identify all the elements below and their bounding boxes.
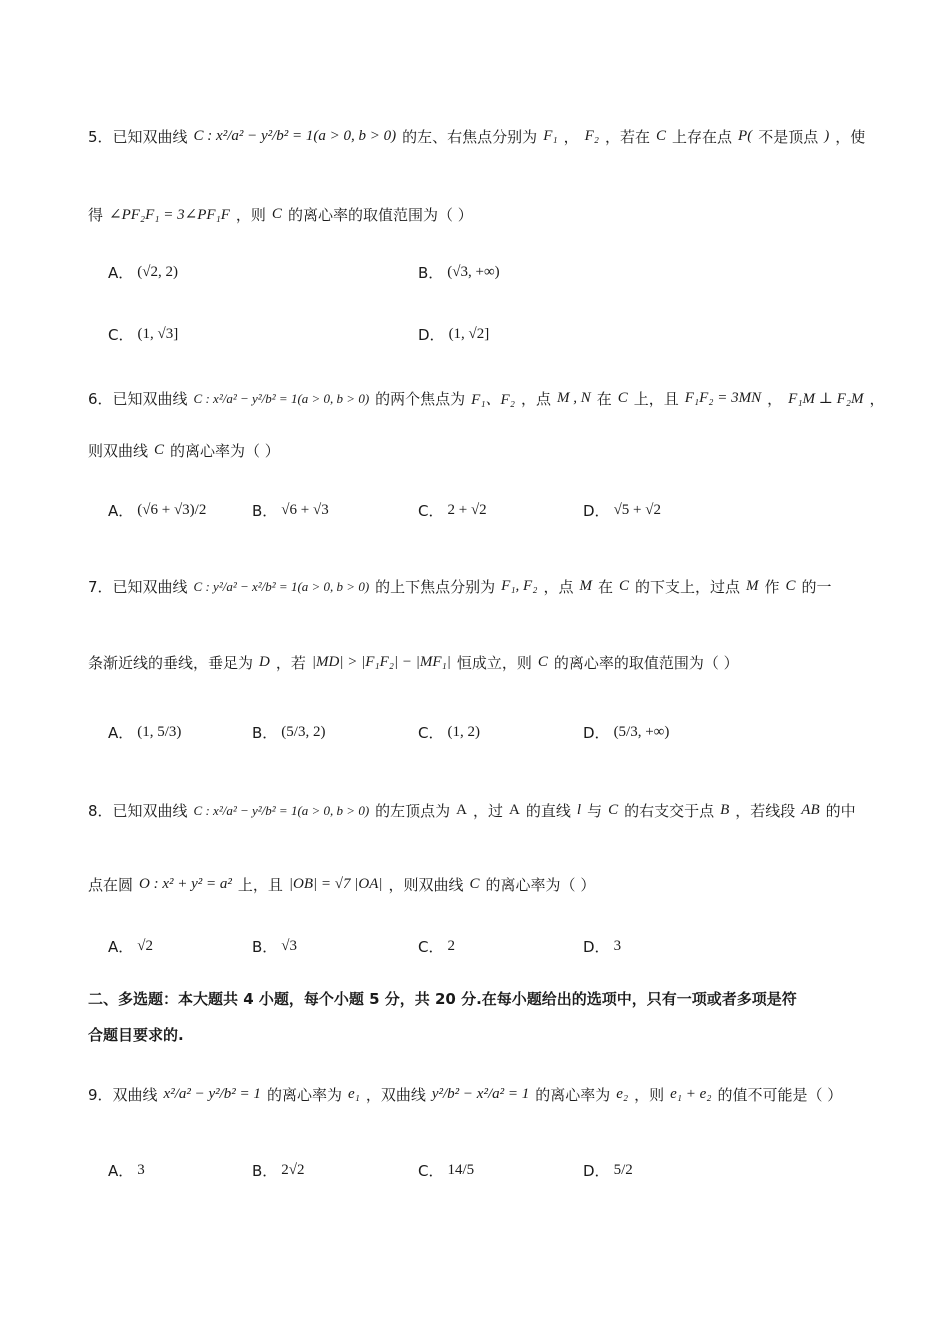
option-label: B． (252, 724, 278, 742)
q5-option-d[interactable] (418, 324, 489, 345)
option-value: (√6 + √3)/2 (137, 502, 207, 518)
q9-e1: e₁ (347, 1086, 360, 1102)
q8-a: A (456, 802, 468, 818)
q9-number: 9．双曲线 (88, 1086, 158, 1104)
q7-c: C (537, 654, 548, 670)
q5-number: 5．已知双曲线 (88, 128, 188, 146)
q7-text: 的离心率的取值范围为（ ） (553, 654, 739, 672)
q6-option-b[interactable] (252, 500, 329, 521)
q8-text: ，则双曲线 (388, 876, 464, 894)
q7-option-b[interactable] (252, 722, 325, 743)
q6-line2 (88, 440, 280, 461)
q7-foci: F₁, F₂ (501, 578, 538, 594)
q5-text: 得 (88, 206, 104, 224)
q5-f2: F₂ (584, 128, 599, 144)
q8-text: 与 (587, 802, 603, 820)
q6-c: C (617, 390, 628, 406)
q8-option-b[interactable] (252, 936, 297, 957)
q5-option-a[interactable] (108, 262, 178, 283)
q5-line1 (88, 126, 865, 147)
option-value: 14/5 (447, 1162, 475, 1178)
q8-c: C (608, 802, 619, 818)
q9-option-d[interactable] (583, 1160, 633, 1181)
q6-option-a[interactable] (108, 500, 206, 521)
q5-p-close: ) (824, 128, 830, 144)
q5-line2 (88, 204, 473, 225)
q5-text: ，若在 (604, 128, 650, 146)
q6-text: ， (869, 390, 885, 408)
q6-cond1: F₁F₂ = 3MN (684, 390, 762, 406)
option-value: (√2, 2) (137, 264, 178, 280)
q7-text: ，点 (543, 578, 574, 596)
q7-text: 作 (764, 578, 780, 596)
q7-d: D (259, 654, 270, 670)
q9-text: 的离心率为 (266, 1086, 342, 1104)
option-value: 2 (447, 938, 455, 954)
q7-text: 条渐近线的垂线，垂足为 (88, 654, 254, 672)
q7-number: 7．已知双曲线 (88, 578, 188, 596)
q8-l: l (576, 802, 582, 818)
option-value: (1, 5/3) (137, 724, 182, 740)
q5-text: 不是顶点 (758, 128, 819, 146)
q8-text: 的右支交于点 (624, 802, 715, 820)
q8-text: ，过 (473, 802, 504, 820)
q8-circle: O : x² + y² = a² (139, 876, 232, 892)
option-label: C． (418, 938, 444, 956)
q7-m: M (746, 578, 759, 594)
q9-equation1: x²/a² − y²/b² = 1 (163, 1086, 261, 1102)
q7-text: 的上下焦点分别为 (375, 578, 496, 596)
q6-text: 在 (596, 390, 612, 408)
option-value: (5/3, 2) (281, 724, 326, 740)
q6-text: 则双曲线 (88, 442, 149, 460)
option-value: (1, 2) (447, 724, 480, 740)
option-label: B． (418, 264, 444, 282)
q8-line1 (88, 800, 856, 821)
q9-text: ，则 (634, 1086, 665, 1104)
q7-line1 (88, 576, 832, 597)
q7-text: 恒成立，则 (456, 654, 532, 672)
q8-ab: AB (801, 802, 820, 818)
option-value: √6 + √3 (281, 502, 329, 518)
q8-option-a[interactable] (108, 936, 153, 957)
q6-mn: M , N (556, 390, 591, 406)
q5-text: 的左、右焦点分别为 (402, 128, 538, 146)
q6-line1 (88, 388, 885, 409)
q8-option-c[interactable] (418, 936, 455, 957)
option-value: 2 + √2 (447, 502, 487, 518)
q7-text: ，若 (275, 654, 306, 672)
option-label: C． (418, 1162, 444, 1180)
q8-text: 的离心率为（ ） (485, 876, 596, 894)
q8-text: 点在圆 (88, 876, 134, 894)
option-label: B． (252, 1162, 278, 1180)
q7-m: M (579, 578, 592, 594)
option-label: A． (108, 724, 134, 742)
q5-option-b[interactable] (418, 262, 500, 283)
q9-sum: e₁ + e₂ (670, 1086, 712, 1102)
q6-text: ，点 (520, 390, 551, 408)
q9-equation2: y²/b² − x²/a² = 1 (431, 1086, 530, 1102)
option-label: B． (252, 502, 278, 520)
q7-inequality: |MD| > |F₁F₂| − |MF₁| (311, 654, 451, 670)
q6-text: 的离心率为（ ） (170, 442, 280, 460)
q8-number: 8．已知双曲线 (88, 802, 188, 820)
q7-c: C (785, 578, 796, 594)
q8-text: ，若线段 (735, 802, 796, 820)
q5-option-c[interactable] (108, 324, 178, 345)
q9-text: 的值不可能是（ ） (717, 1086, 843, 1104)
q7-text: 的下支上，过点 (634, 578, 740, 596)
q7-text: 在 (597, 578, 613, 596)
option-label: D． (583, 502, 610, 520)
q5-text: ，则 (235, 206, 266, 224)
section-heading-line1: 二、多选题：本大题共 4 小题，每个小题 5 分，共 20 分.在每小题给出的选项中，只有一项或者多项是符 (88, 990, 797, 1008)
option-value: 3 (613, 938, 622, 954)
q9-option-b[interactable] (252, 1160, 305, 1181)
q8-b: B (720, 802, 730, 818)
q5-text: 的离心率的取值范围为（ ） (287, 206, 473, 224)
section-heading-line2: 合题目要求的. (88, 1026, 184, 1044)
option-label: A． (108, 264, 134, 282)
option-label: B． (252, 938, 278, 956)
q5-angle-eq: ∠PF₂F₁ = 3∠PF₁F (109, 207, 230, 223)
option-label: D． (583, 938, 610, 956)
option-label: C． (418, 724, 444, 742)
option-value: √3 (281, 938, 298, 954)
option-label: D． (583, 1162, 610, 1180)
option-label: A． (108, 502, 134, 520)
q7-text: 的一 (801, 578, 832, 596)
q6-option-c[interactable] (418, 500, 487, 521)
q6-text: ， (767, 390, 783, 408)
q8-equation: C : x²/a² − y²/b² = 1(a > 0, b > 0) (193, 802, 370, 818)
q9-option-a[interactable] (108, 1160, 145, 1181)
q9-line1 (88, 1084, 842, 1105)
q5-c: C (271, 206, 282, 222)
q8-text: 的左顶点为 (375, 802, 451, 820)
q8-c: C (469, 876, 480, 892)
q5-text: 上存在点 (672, 128, 733, 146)
q9-text: 的离心率为 (535, 1086, 611, 1104)
option-label: A． (108, 938, 134, 956)
q5-p: P( (738, 128, 753, 144)
option-label: A． (108, 1162, 134, 1180)
option-value: 2√2 (281, 1162, 305, 1178)
q6-number: 6．已知双曲线 (88, 390, 188, 408)
q9-text: ，双曲线 (365, 1086, 426, 1104)
option-value: 3 (137, 1162, 145, 1178)
q5-equation: C : x²/a² − y²/b² = 1(a > 0, b > 0) (193, 128, 397, 144)
q7-line2 (88, 652, 739, 673)
q5-sep: ， (563, 128, 579, 146)
q5-c: C (656, 128, 667, 144)
q6-equation: C : x²/a² − y²/b² = 1(a > 0, b > 0) (193, 390, 370, 406)
q7-option-d[interactable] (583, 722, 669, 743)
q8-text: 上，且 (237, 876, 283, 894)
q6-text: 上，且 (633, 390, 679, 408)
option-value: (1, √2] (448, 326, 490, 342)
q8-a: A (509, 802, 520, 818)
q8-option-d[interactable] (583, 936, 621, 957)
q7-option-c[interactable] (418, 722, 480, 743)
q7-option-a[interactable] (108, 722, 181, 743)
q9-option-c[interactable] (418, 1160, 474, 1181)
option-value: (√3, +∞) (447, 264, 500, 280)
q7-c: C (618, 578, 629, 594)
q6-cond2: F₁M ⊥ F₂M (788, 391, 864, 407)
option-value: √2 (137, 938, 153, 954)
q9-e2: e₂ (616, 1086, 629, 1102)
q7-equation: C : y²/a² − x²/b² = 1(a > 0, b > 0) (193, 578, 370, 594)
q5-f1: F₁ (543, 128, 558, 144)
q6-text: 的两个焦点为 (375, 390, 466, 408)
option-label: C． (418, 502, 444, 520)
q6-foci: F₁、F₂ (471, 392, 515, 408)
q8-cond: |OB| = √7 |OA| (288, 876, 383, 892)
q8-text: 的直线 (525, 802, 571, 820)
option-value: √5 + √2 (613, 502, 661, 518)
option-value: (5/3, +∞) (613, 724, 670, 740)
option-label: D． (583, 724, 610, 742)
q6-option-d[interactable] (583, 500, 661, 521)
option-value: 5/2 (613, 1162, 633, 1178)
option-label: D． (418, 326, 445, 344)
q6-c: C (154, 442, 165, 458)
q8-text: 的中 (825, 802, 856, 820)
q8-line2 (88, 874, 595, 895)
option-value: (1, √3] (137, 326, 179, 342)
q5-text: ，使 (835, 128, 866, 146)
option-label: C． (108, 326, 134, 344)
